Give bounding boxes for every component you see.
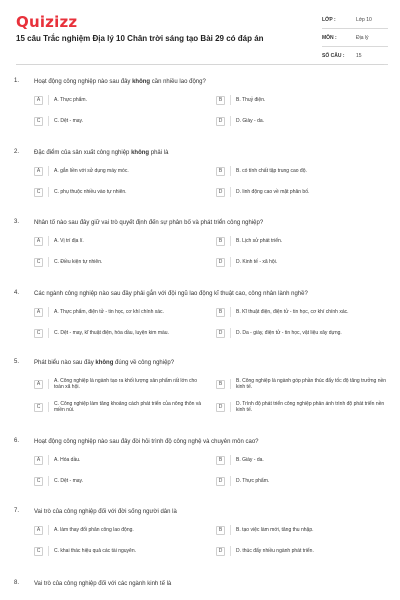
question-number: 5. xyxy=(14,359,20,365)
question-emphasis: không xyxy=(131,150,150,156)
answer-option[interactable] xyxy=(34,305,207,319)
meta-label: MÔN : xyxy=(322,34,337,41)
answer-option[interactable] xyxy=(34,185,207,199)
option-checkbox[interactable]: A xyxy=(34,237,43,246)
option-checkbox[interactable]: D xyxy=(216,403,225,412)
meta-table xyxy=(322,11,388,65)
option-divider xyxy=(48,116,49,126)
question-text-part: Hoạt động công nghiệp nào sau đây xyxy=(34,79,133,85)
option-divider xyxy=(230,379,231,389)
answer-option[interactable] xyxy=(34,326,207,340)
option-checkbox[interactable]: B xyxy=(216,380,225,389)
option-checkbox[interactable]: D xyxy=(216,477,225,486)
option-divider xyxy=(230,525,231,535)
answer-option[interactable] xyxy=(216,326,389,340)
option-divider xyxy=(230,187,231,197)
option-text: C. khai thác hiệu quả các tài nguyên. xyxy=(54,548,136,554)
option-checkbox[interactable]: A xyxy=(34,526,43,535)
answer-option[interactable] xyxy=(216,453,389,467)
answer-option[interactable] xyxy=(34,474,207,488)
answer-option[interactable] xyxy=(216,523,389,537)
option-text: C. Điều kiện tự nhiên. xyxy=(54,259,103,265)
option-checkbox[interactable]: A xyxy=(34,380,43,389)
option-text: D. Thực phẩm. xyxy=(236,478,270,484)
option-divider xyxy=(48,525,49,535)
answer-option[interactable] xyxy=(34,93,207,107)
meta-label: SỐ CÂU : xyxy=(322,52,345,59)
question-text xyxy=(34,149,374,157)
option-text: A. Thực phẩm, điện tử - tin học, cơ khí chính xác. xyxy=(54,309,164,315)
answer-option[interactable] xyxy=(34,397,207,417)
document-title: 15 câu Trắc nghiệm Địa lý 10 Chân trời sáng tạo Bài 29 có đáp án xyxy=(16,34,264,43)
option-checkbox[interactable]: D xyxy=(216,329,225,338)
brand-logo: Quizizz xyxy=(16,13,78,31)
option-text: A. gắn liền với sử dụng máy móc. xyxy=(54,168,129,174)
question-text xyxy=(34,219,374,227)
option-text: D. Kinh tế - xã hội. xyxy=(236,259,278,265)
option-divider xyxy=(230,236,231,246)
answer-option[interactable] xyxy=(34,255,207,269)
question-number: 7. xyxy=(14,508,20,514)
question-text-part: đúng về công nghiệp? xyxy=(113,360,175,366)
question-emphasis: không xyxy=(95,360,114,366)
answer-option[interactable] xyxy=(34,453,207,467)
option-text: B. Giày - da. xyxy=(236,457,264,463)
option-text: B. Kĩ thuật điện, điện tử - tin học, cơ khí chính xác. xyxy=(236,309,349,315)
question-number: 3. xyxy=(14,219,20,225)
option-divider xyxy=(230,402,231,412)
option-text: A. Hóa dầu. xyxy=(54,457,81,463)
question-number: 6. xyxy=(14,438,20,444)
meta-row-count xyxy=(322,47,388,65)
option-text: C. Công nghiệp làm tăng khoảng cách phát triển của nông thôn và miền núi. xyxy=(54,401,202,413)
option-text: B. Thuỷ điện. xyxy=(236,97,266,103)
question-text xyxy=(34,78,374,86)
option-text: B. có tính chất tập trung cao độ. xyxy=(236,168,307,174)
answer-option[interactable] xyxy=(216,374,389,394)
answer-option[interactable] xyxy=(34,114,207,128)
option-divider xyxy=(230,455,231,465)
answer-option[interactable] xyxy=(216,234,389,248)
option-checkbox[interactable]: D xyxy=(216,188,225,197)
option-checkbox[interactable]: C xyxy=(34,117,43,126)
option-divider xyxy=(48,95,49,105)
option-divider xyxy=(48,455,49,465)
option-divider xyxy=(48,257,49,267)
option-checkbox[interactable]: C xyxy=(34,329,43,338)
option-divider xyxy=(48,546,49,556)
option-divider xyxy=(48,187,49,197)
option-text: A. làm thay đổi phân công lao động. xyxy=(54,527,134,533)
option-text: C. Dệt - may. xyxy=(54,478,84,484)
option-divider xyxy=(230,328,231,338)
question-text xyxy=(34,290,374,298)
question-number: 8. xyxy=(14,580,20,586)
question-text xyxy=(34,438,374,446)
header-divider xyxy=(16,64,384,65)
question-number: 4. xyxy=(14,290,20,296)
option-text: B. Công nghiệp là ngành góp phần thúc đẩy tốc độ tăng trưởng nền kinh tế. xyxy=(236,378,387,390)
question-text-part: Đặc điểm của sản xuất công nghiệp xyxy=(34,150,132,156)
answer-option[interactable] xyxy=(216,185,389,199)
option-checkbox[interactable]: A xyxy=(34,167,43,176)
option-text: D. Trình độ phát triển công nghiệp phản ánh trình độ phát triển nền kinh tế. xyxy=(236,401,385,413)
answer-option[interactable] xyxy=(216,114,389,128)
question-text-part: phải là xyxy=(149,150,169,156)
answer-option[interactable] xyxy=(34,234,207,248)
answer-option[interactable] xyxy=(34,164,207,178)
option-divider xyxy=(48,236,49,246)
option-checkbox[interactable]: B xyxy=(216,526,225,535)
question-text xyxy=(34,508,374,516)
option-text: B. Lịch sử phát triển. xyxy=(236,238,283,244)
option-checkbox[interactable]: C xyxy=(34,188,43,197)
option-text: D. linh động cao về mặt phân bố. xyxy=(236,189,310,195)
option-text: D. thúc đẩy nhiều ngành phát triển. xyxy=(236,548,314,554)
question-text-part: Nhân tố nào sau đây giữ vai trò quyết định đến sự phân bố và phát triển công nghiệp? xyxy=(34,220,264,226)
question-text-part: Phát biểu nào sau đây xyxy=(34,360,96,366)
option-divider xyxy=(48,166,49,176)
meta-value: 15 xyxy=(356,52,362,59)
question-text-part: Các ngành công nghiệp nào sau đây phải gắn với đội ngũ lao động kĩ thuật cao, công nhân lành nghề? xyxy=(34,291,308,297)
option-checkbox[interactable]: A xyxy=(34,308,43,317)
option-checkbox[interactable]: B xyxy=(216,96,225,105)
meta-row-subject xyxy=(322,29,388,47)
option-text: D. Da - giày, điện tử - tin học, vật liệu xây dựng. xyxy=(236,330,342,336)
option-checkbox[interactable]: A xyxy=(34,96,43,105)
option-text: A. Vị trí địa lí. xyxy=(54,238,84,244)
option-divider xyxy=(230,257,231,267)
option-divider xyxy=(48,476,49,486)
option-checkbox[interactable]: C xyxy=(34,258,43,267)
option-checkbox[interactable]: C xyxy=(34,403,43,412)
meta-row-class xyxy=(322,11,388,29)
answer-option[interactable] xyxy=(216,164,389,178)
answer-option[interactable] xyxy=(216,397,389,417)
option-checkbox[interactable]: D xyxy=(216,547,225,556)
option-checkbox[interactable]: D xyxy=(216,117,225,126)
option-checkbox[interactable]: D xyxy=(216,258,225,267)
option-checkbox[interactable]: C xyxy=(34,477,43,486)
answer-option[interactable] xyxy=(216,93,389,107)
option-divider xyxy=(48,307,49,317)
option-divider xyxy=(230,546,231,556)
meta-value: Địa lý xyxy=(356,34,369,41)
question-text-part: Vai trò của công nghiệp đối với các ngành kinh tế là xyxy=(34,581,172,587)
answer-option[interactable] xyxy=(216,474,389,488)
question-text xyxy=(34,359,374,367)
option-divider xyxy=(230,307,231,317)
option-text: C. phụ thuộc nhiều vào tự nhiên. xyxy=(54,189,127,195)
question-text xyxy=(34,580,374,588)
answer-option[interactable] xyxy=(216,544,389,558)
question-emphasis: không xyxy=(132,79,151,85)
option-divider xyxy=(230,95,231,105)
question-text-part: cần nhiều lao động? xyxy=(150,79,206,85)
option-text: D. Giày - da. xyxy=(236,118,265,124)
option-divider xyxy=(48,402,49,412)
option-text: C. Dệt - may. xyxy=(54,118,84,124)
meta-label: LỚP : xyxy=(322,16,336,23)
answer-option[interactable] xyxy=(34,544,207,558)
option-checkbox[interactable]: C xyxy=(34,547,43,556)
option-checkbox[interactable]: B xyxy=(216,167,225,176)
question-text-part: Hoạt động công nghiệp nào sau đây đòi hỏi trình độ công nghệ và chuyên môn cao? xyxy=(34,439,259,445)
option-text: B. tạo việc làm mới, tăng thu nhập. xyxy=(236,527,314,533)
question-number: 1. xyxy=(14,78,20,84)
option-text: A. Thực phẩm. xyxy=(54,97,87,103)
answer-option[interactable] xyxy=(34,523,207,537)
option-divider xyxy=(48,328,49,338)
option-divider xyxy=(48,379,49,389)
option-divider xyxy=(230,116,231,126)
option-divider xyxy=(230,166,231,176)
question-text-part: Vai trò của công nghiệp đối với đời sống người dân là xyxy=(34,509,177,515)
option-text: A. Công nghiệp là ngành tạo ra khối lượng sản phẩm rất lớn cho toàn xã hội. xyxy=(54,378,198,390)
option-checkbox[interactable]: B xyxy=(216,308,225,317)
option-checkbox[interactable]: A xyxy=(34,456,43,465)
option-divider xyxy=(230,476,231,486)
meta-value: Lớp 10 xyxy=(356,16,372,23)
answer-option[interactable] xyxy=(216,255,389,269)
answer-option[interactable] xyxy=(216,305,389,319)
option-checkbox[interactable]: B xyxy=(216,456,225,465)
question-number: 2. xyxy=(14,149,20,155)
option-checkbox[interactable]: B xyxy=(216,237,225,246)
answer-option[interactable] xyxy=(34,374,207,394)
option-text: C. Dệt - may, kĩ thuật điện, hóa dầu, luyện kim màu. xyxy=(54,330,169,336)
